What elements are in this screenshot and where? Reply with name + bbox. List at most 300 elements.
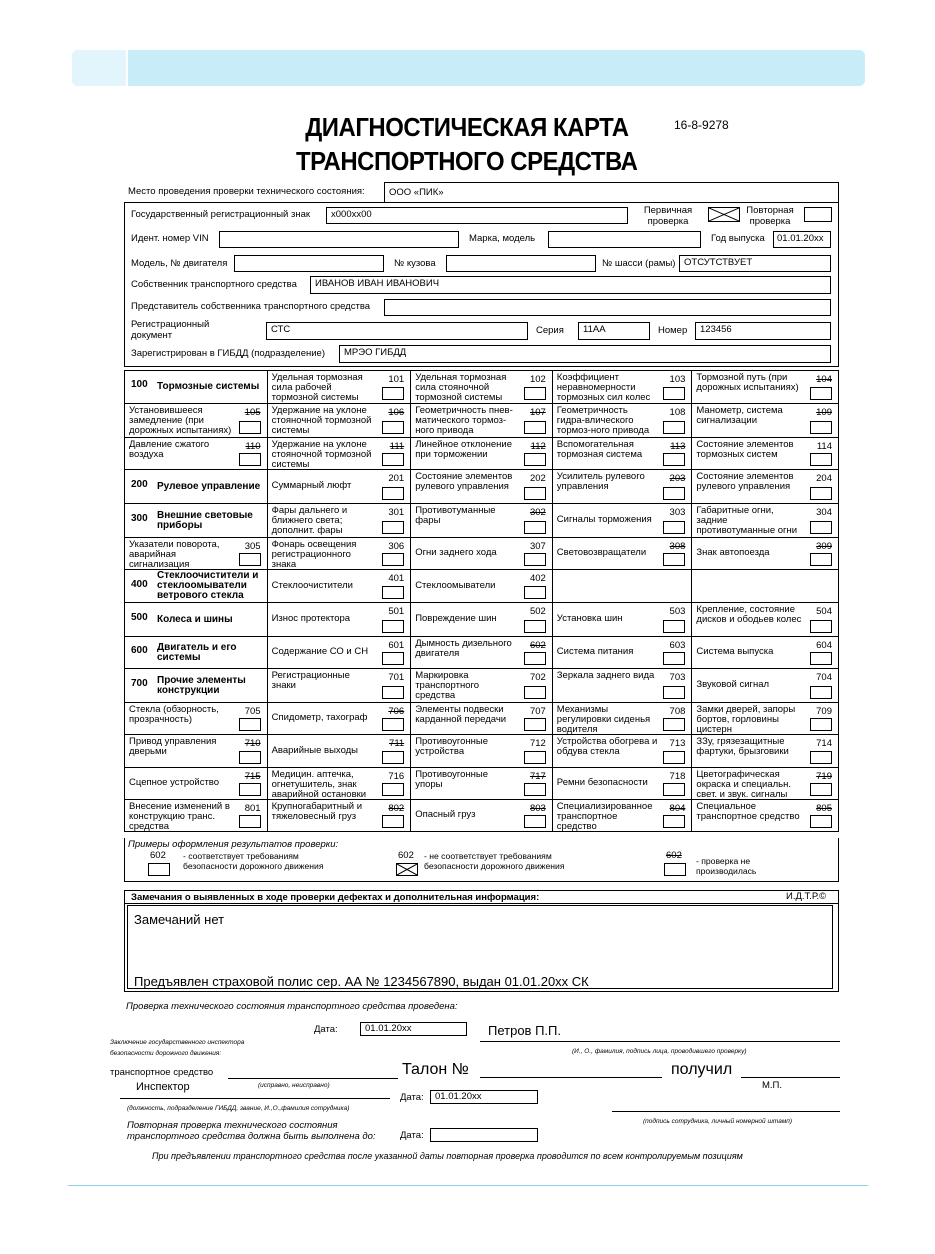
date-label-3: Дата:: [400, 1130, 424, 1141]
check-item-checkbox[interactable]: [239, 553, 261, 566]
check-item-label: Состояние элементов рулевого управления: [696, 471, 794, 492]
check-item-201: [267, 470, 411, 503]
check-item-checkbox[interactable]: [382, 751, 404, 764]
check-item-label: Регистрационные знаки: [271, 670, 350, 691]
check-item-checkbox[interactable]: [382, 553, 404, 566]
check-item-checkbox[interactable]: [663, 751, 685, 764]
check-item-code: 112: [530, 441, 546, 452]
reg-sign-label: Государственный регистрационный знак: [131, 209, 311, 220]
check-grid: [124, 370, 839, 832]
top-banner: [72, 50, 865, 86]
check-item-code: 102: [529, 374, 546, 385]
check-item-checkbox[interactable]: [239, 453, 261, 466]
check-item-code: 501: [388, 606, 405, 617]
repeat-check-text: Повторная проверка технического состояния транспортного средства должна быть выполнена до:: [127, 1120, 376, 1142]
check-item-code: 306: [388, 541, 405, 552]
check-item-code: 707: [529, 706, 546, 717]
date-field-1[interactable]: 01.01.20хх: [360, 1022, 467, 1036]
title-line-1: ДИАГНОСТИЧЕСКАЯ КАРТА: [305, 112, 629, 142]
model-engine-label: Модель, № двигателя: [131, 258, 228, 269]
check-item-code: 304: [816, 507, 832, 518]
check-item-702: [410, 669, 552, 702]
check-item-checkbox[interactable]: [810, 783, 832, 796]
check-item-checkbox[interactable]: [524, 553, 546, 566]
check-item-604: [691, 637, 838, 668]
check-item-code: 103: [669, 374, 686, 385]
check-item-label: Огни заднего хода: [415, 547, 497, 558]
check-item-705: [125, 703, 267, 734]
date-label-2: Дата:: [400, 1092, 424, 1103]
position-caption: (должность, подразделение ГИБДД, звание, И.,О.,фамилия сотрудника): [127, 1105, 350, 1112]
check-item-checkbox[interactable]: [382, 620, 404, 633]
section-title: Стеклоочистители и стеклоомыватели ветрового стекла: [157, 570, 259, 601]
check-item-checkbox[interactable]: [524, 487, 546, 500]
check-item-709: [691, 703, 838, 734]
grid-row: [125, 503, 838, 537]
check-item-empty: [691, 570, 838, 602]
check-item-code: 402: [529, 573, 546, 584]
check-item-checkbox[interactable]: [524, 718, 546, 731]
check-item-code: 712: [529, 738, 546, 749]
section-200: [125, 470, 267, 503]
check-item-104: [691, 371, 838, 403]
grid-row: [125, 668, 838, 702]
section-number: 300: [131, 513, 148, 524]
section-number: 600: [131, 645, 148, 656]
number-field[interactable]: 123456: [695, 322, 831, 340]
check-item-703: [552, 669, 692, 702]
check-item-707: [410, 703, 552, 734]
check-item-checkbox[interactable]: [663, 421, 685, 434]
check-item-code: 309: [816, 541, 832, 552]
check-item-checkbox[interactable]: [810, 521, 832, 534]
check-item-code: 603: [669, 640, 686, 651]
section-title: Колеса и шины: [157, 613, 233, 625]
check-item-code: 805: [816, 803, 832, 814]
check-item-107: [410, 404, 552, 437]
example-3-box: [664, 863, 686, 876]
check-item-checkbox[interactable]: [524, 652, 546, 665]
check-item-checkbox[interactable]: [810, 620, 832, 633]
check-item-code: 704: [816, 672, 832, 683]
mp-label: М.П.: [762, 1080, 783, 1091]
check-item-checkbox[interactable]: [663, 453, 685, 466]
vehicle-label: транспортное средство: [110, 1067, 214, 1078]
check-item-checkbox[interactable]: [239, 421, 261, 434]
check-item-checkbox[interactable]: [663, 553, 685, 566]
check-item-checkbox[interactable]: [382, 783, 404, 796]
check-item-label: Знак автопоезда: [696, 547, 770, 558]
check-item-106: [267, 404, 411, 437]
check-item-code: 717: [529, 771, 546, 782]
check-item-108: [552, 404, 692, 437]
grid-row: [125, 799, 838, 831]
check-item-label: Удельная тормозная сила стояночной тормозной системы: [415, 372, 507, 403]
check-item-empty: [552, 570, 692, 602]
check-item-label: Вспомогательная тормозная система: [556, 439, 643, 460]
vin-field[interactable]: [219, 231, 459, 248]
check-item-code: 705: [244, 706, 261, 717]
check-item-label: Маркировка транспортного средства: [415, 670, 480, 701]
check-item-checkbox[interactable]: [663, 487, 685, 500]
check-item-716: [267, 768, 411, 799]
repeat-label: Повторная проверка: [746, 205, 794, 227]
check-item-label: Стеклоочистители: [271, 579, 353, 591]
primary-checkbox[interactable]: [708, 207, 740, 222]
section-title: Двигатель и его системы: [157, 641, 237, 663]
grid-row: [125, 469, 838, 503]
conducted-text: Проверка технического состояния транспортного средства проведена:: [126, 1001, 458, 1012]
repeat-checkbox[interactable]: [804, 207, 832, 222]
gibdd-field[interactable]: МРЭО ГИБДД: [339, 345, 831, 363]
check-item-label: Указатели поворота, аварийная сигнализация: [129, 539, 220, 569]
check-item-checkbox[interactable]: [524, 686, 546, 699]
check-item-checkbox[interactable]: [382, 521, 404, 534]
rep-label: Представитель собственника транспортного средства: [131, 301, 371, 312]
check-item-113: [552, 438, 692, 469]
chassis-label: № шасси (рамы): [602, 258, 676, 269]
check-item-checkbox[interactable]: [663, 815, 685, 828]
check-item-checkbox[interactable]: [382, 487, 404, 500]
check-item-checkbox[interactable]: [810, 421, 832, 434]
check-item-code: 303: [669, 507, 686, 518]
check-item-checkbox[interactable]: [524, 387, 546, 400]
check-item-label: Устройства обогрева и обдува стекла: [556, 736, 658, 757]
check-item-label: Крепление, состояние дисков и ободьев колес: [696, 604, 802, 625]
check-item-label: Установившееся замедление (при дорожных испытаниях): [129, 405, 232, 436]
check-item-602: [410, 637, 552, 668]
check-item-label: Медицин. аптечка, огнетушитель, знак аварийной остановки: [271, 769, 367, 799]
check-item-302: [410, 504, 552, 537]
received-label: получил: [671, 1061, 733, 1078]
check-item-402: [410, 570, 552, 602]
check-item-label: Состояние элементов тормозных систем: [696, 439, 794, 460]
check-item-code: 108: [669, 407, 686, 418]
check-item-704: [691, 669, 838, 702]
section-number: 200: [131, 479, 148, 490]
sign-line: [612, 1111, 840, 1112]
series-field[interactable]: 11АА: [578, 322, 650, 340]
check-item-code: 803: [529, 803, 546, 814]
title-line-2: ТРАНСПОРТНОГО СРЕДСТВА: [296, 146, 638, 176]
check-item-304: [691, 504, 838, 537]
check-item-label: Спидометр, тахограф: [271, 712, 368, 723]
ok-caption: (исправно, неисправно): [258, 1082, 330, 1089]
check-item-code: 107: [529, 407, 546, 418]
check-item-label: Противоугонные упоры: [415, 769, 489, 790]
series-label: Серия: [536, 325, 564, 336]
section-number: 700: [131, 678, 148, 689]
date-field-2[interactable]: 01.01.20хх: [430, 1090, 538, 1104]
check-item-708: [552, 703, 692, 734]
check-item-checkbox[interactable]: [239, 751, 261, 764]
check-item-checkbox[interactable]: [810, 751, 832, 764]
section-700: [125, 669, 267, 702]
rep-field[interactable]: [384, 299, 831, 316]
check-item-checkbox[interactable]: [239, 815, 261, 828]
check-item-checkbox[interactable]: [663, 387, 685, 400]
body-field[interactable]: [446, 255, 596, 272]
check-item-301: [267, 504, 411, 537]
check-item-label: Элементы подвески карданной передачи: [415, 704, 507, 725]
check-item-checkbox[interactable]: [810, 815, 832, 828]
check-item-code: 302: [529, 507, 546, 518]
make-field[interactable]: [548, 231, 701, 248]
check-item-checkbox[interactable]: [382, 586, 404, 599]
date-field-3[interactable]: [430, 1128, 538, 1142]
check-item-checkbox[interactable]: [524, 620, 546, 633]
check-item-checkbox[interactable]: [663, 783, 685, 796]
check-item-label: Удержание на уклоне стояночной тормозной системы: [271, 405, 372, 436]
model-engine-field[interactable]: [234, 255, 384, 272]
check-item-code: 202: [529, 473, 546, 484]
check-item-802: [267, 800, 411, 831]
remarks-line-2: Предъявлен страховой полис сер. АА № 1234567890, выдан 01.01.20хх СК: [134, 974, 589, 989]
check-item-label: Противоугонные устройства: [415, 736, 489, 757]
check-item-code: 602: [529, 640, 546, 651]
check-item-label: Система питания: [556, 646, 634, 657]
grid-row: [125, 636, 838, 668]
check-item-label: Ремни безопасности: [556, 777, 648, 788]
check-item-code: 502: [529, 606, 546, 617]
check-item-111: [267, 438, 411, 469]
check-item-checkbox[interactable]: [810, 453, 832, 466]
sign-caption: (подпись сотрудника, личный номерной штамп): [643, 1118, 793, 1125]
remarks-mark: И.Д.Т.Р.©: [786, 891, 827, 902]
check-item-code: 710: [244, 738, 261, 749]
check-item-code: 101: [388, 374, 405, 385]
check-item-code: 804: [669, 803, 686, 814]
check-item-label: Стеклоомыватели: [415, 579, 496, 591]
check-item-101: [267, 371, 411, 403]
cross-mark-icon: [709, 208, 739, 221]
check-item-label: Геометричность гидра-влического тормоз-ного привода: [556, 405, 650, 436]
check-item-305: [125, 538, 267, 569]
check-item-code: 106: [388, 407, 405, 418]
check-item-label: Специализированное транспортное средство: [556, 801, 653, 831]
check-item-code: 305: [244, 541, 261, 552]
check-item-714: [691, 735, 838, 767]
check-item-504: [691, 603, 838, 636]
grid-row: [125, 437, 838, 469]
example-2-num: 602: [398, 850, 414, 861]
examples-title: Примеры оформления результатов проверки:: [128, 839, 339, 850]
check-item-label: Износ протектора: [271, 613, 351, 624]
check-item-checkbox[interactable]: [663, 521, 685, 534]
check-item-503: [552, 603, 692, 636]
example-1-text: - соответствует требованиям безопасности дорожного движения: [183, 851, 324, 871]
page-title: [296, 110, 637, 178]
check-item-114: [691, 438, 838, 469]
check-item-code: 701: [388, 672, 405, 683]
check-item-checkbox[interactable]: [524, 815, 546, 828]
check-item-checkbox[interactable]: [663, 652, 685, 665]
check-item-label: ЗЗу, грязезащитные фартуки, брызговики: [696, 736, 789, 757]
section-number: 100: [131, 379, 148, 390]
vin-label: Идент. номер VIN: [131, 233, 209, 244]
signature-line-1: [480, 1041, 840, 1042]
check-item-checkbox[interactable]: [524, 421, 546, 434]
date-label-1: Дата:: [314, 1024, 338, 1035]
check-item-code: 504: [816, 606, 832, 617]
check-item-checkbox[interactable]: [524, 521, 546, 534]
check-item-code: 104: [816, 374, 832, 385]
check-item-label: Система выпуска: [696, 646, 774, 657]
check-item-label: Установка шин: [556, 613, 623, 624]
check-item-719: [691, 768, 838, 799]
check-item-603: [552, 637, 692, 668]
check-item-717: [410, 768, 552, 799]
check-item-code: 301: [388, 507, 405, 518]
check-item-307: [410, 538, 552, 569]
section-title: Внешние световые приборы: [157, 509, 253, 531]
remarks-line-1: Замечаний нет: [134, 912, 225, 927]
check-item-checkbox[interactable]: [382, 421, 404, 434]
check-item-label: Геометричность пнев-матического тормоз-ного привода: [415, 405, 513, 436]
check-item-label: Стекла (обзорность, прозрачность): [129, 704, 219, 725]
regdoc-field[interactable]: СТС: [266, 322, 528, 340]
check-item-label: Световозвращатели: [556, 547, 647, 558]
check-item-label: Линейное отклонение при торможении: [415, 439, 513, 460]
check-item-204: [691, 470, 838, 503]
check-item-code: 111: [389, 441, 405, 452]
cross-mark-icon: [397, 864, 417, 875]
check-item-code: 711: [389, 738, 405, 749]
check-item-label: Звуковой сигнал: [696, 679, 770, 690]
check-item-checkbox[interactable]: [382, 686, 404, 699]
check-item-checkbox[interactable]: [810, 553, 832, 566]
year-field[interactable]: 01.01.20хх: [773, 231, 831, 248]
check-item-label: Привод управления дверьми: [129, 736, 217, 757]
check-item-checkbox[interactable]: [382, 387, 404, 400]
check-item-label: Опасный груз: [415, 809, 476, 820]
check-item-label: Коэффициент неравномерности тормозных сил колес: [556, 372, 651, 403]
check-item-label: Цветографическая окраска и специальн. свет. и звук. сигналы: [696, 769, 791, 799]
gibdd-label: Зарегистрирован в ГИБДД (подразделение): [131, 348, 325, 359]
check-item-checkbox[interactable]: [382, 718, 404, 731]
number-label: Номер: [658, 325, 688, 336]
example-1-box: [148, 863, 170, 876]
check-item-code: 709: [816, 706, 832, 717]
check-item-803: [410, 800, 552, 831]
owner-field[interactable]: ИВАНОВ ИВАН ИВАНОВИЧ: [310, 276, 831, 294]
check-item-code: 105: [244, 407, 261, 418]
check-item-label: Зеркала заднего вида: [556, 670, 655, 681]
check-item-804: [552, 800, 692, 831]
check-item-checkbox[interactable]: [810, 487, 832, 500]
check-item-checkbox[interactable]: [810, 718, 832, 731]
check-item-checkbox[interactable]: [382, 453, 404, 466]
check-item-701: [267, 669, 411, 702]
check-item-checkbox[interactable]: [239, 718, 261, 731]
check-item-code: 401: [388, 573, 405, 584]
section-600: [125, 637, 267, 668]
grid-row: [125, 569, 838, 602]
check-item-401: [267, 570, 411, 602]
check-item-code: 109: [816, 407, 832, 418]
regdoc-label: Регистрационный документ: [131, 319, 210, 341]
check-item-801: [125, 800, 267, 831]
check-item-label: Механизмы регулировки сиденья водителя: [556, 704, 651, 734]
check-item-checkbox[interactable]: [524, 453, 546, 466]
check-item-checkbox[interactable]: [810, 686, 832, 699]
check-item-203: [552, 470, 692, 503]
check-item-checkbox[interactable]: [524, 586, 546, 599]
check-item-label: Габаритные огни, задние противотуманные огни: [696, 505, 798, 536]
check-item-code: 801: [244, 803, 261, 814]
top-banner-tab: [72, 50, 128, 86]
vehicle-line: [228, 1078, 398, 1079]
check-item-706: [267, 703, 411, 734]
check-item-112: [410, 438, 552, 469]
check-item-code: 113: [670, 441, 686, 452]
final-note: При предъявлении транспортного средства после указанной даты повторная проверка проводится по всем контролируемым позициям: [152, 1151, 743, 1161]
grid-row: [125, 702, 838, 734]
check-item-code: 708: [669, 706, 686, 717]
check-item-label: Фары дальнего и ближнего света; дополнит. фары: [271, 505, 348, 536]
place-field[interactable]: ООО «ПИК»: [384, 182, 839, 203]
check-item-label: Содержание СО и СН: [271, 646, 369, 657]
check-item-label: Аварийные выходы: [271, 744, 359, 756]
grid-row: [125, 734, 838, 767]
check-item-710: [125, 735, 267, 767]
check-item-checkbox[interactable]: [810, 387, 832, 400]
check-item-checkbox[interactable]: [663, 686, 685, 699]
chassis-field[interactable]: ОТСУТСТВУЕТ: [679, 255, 831, 272]
grid-row: [125, 403, 838, 437]
check-item-checkbox[interactable]: [663, 718, 685, 731]
check-item-label: Замки дверей, запоры бортов, горловины цистерн: [696, 704, 796, 734]
check-item-805: [691, 800, 838, 831]
check-item-code: 714: [816, 738, 832, 749]
check-item-code: 114: [816, 441, 832, 452]
check-item-code: 110: [245, 441, 261, 452]
check-item-checkbox[interactable]: [382, 815, 404, 828]
check-item-checkbox[interactable]: [810, 652, 832, 665]
check-item-label: Удержание на уклоне стояночной тормозной системы: [271, 439, 372, 469]
check-item-checkbox[interactable]: [382, 652, 404, 665]
check-item-code: 204: [816, 473, 832, 484]
section-title: Рулевое управление: [157, 480, 261, 492]
check-item-label: Дымность дизельного двигателя: [415, 638, 512, 659]
check-item-checkbox[interactable]: [524, 751, 546, 764]
check-item-309: [691, 538, 838, 569]
check-item-label: Давление сжатого воздуха: [129, 439, 210, 460]
check-item-checkbox[interactable]: [524, 783, 546, 796]
received-line: [741, 1077, 840, 1078]
check-item-checkbox[interactable]: [663, 620, 685, 633]
check-item-code: 706: [388, 706, 405, 717]
check-item-checkbox[interactable]: [239, 783, 261, 796]
primary-label: Первичная проверка: [643, 205, 693, 227]
check-item-code: 601: [388, 640, 405, 651]
form-code: 16-8-9278: [674, 118, 729, 132]
check-item-code: 702: [529, 672, 546, 683]
check-item-306: [267, 538, 411, 569]
reg-sign-field[interactable]: х000хх00: [326, 207, 628, 224]
check-item-308: [552, 538, 692, 569]
check-item-601: [267, 637, 411, 668]
check-item-code: 308: [669, 541, 686, 552]
check-item-code: 201: [388, 473, 405, 484]
check-item-code: 718: [669, 771, 686, 782]
check-item-303: [552, 504, 692, 537]
check-item-label: Удельная тормозная сила рабочей тормозной системы: [271, 372, 363, 403]
make-label: Марка, модель: [469, 233, 536, 244]
check-item-109: [691, 404, 838, 437]
check-item-label: Тормозной путь (при дорожных испытаниях): [696, 372, 799, 393]
owner-label: Собственник транспортного средства: [131, 279, 297, 290]
